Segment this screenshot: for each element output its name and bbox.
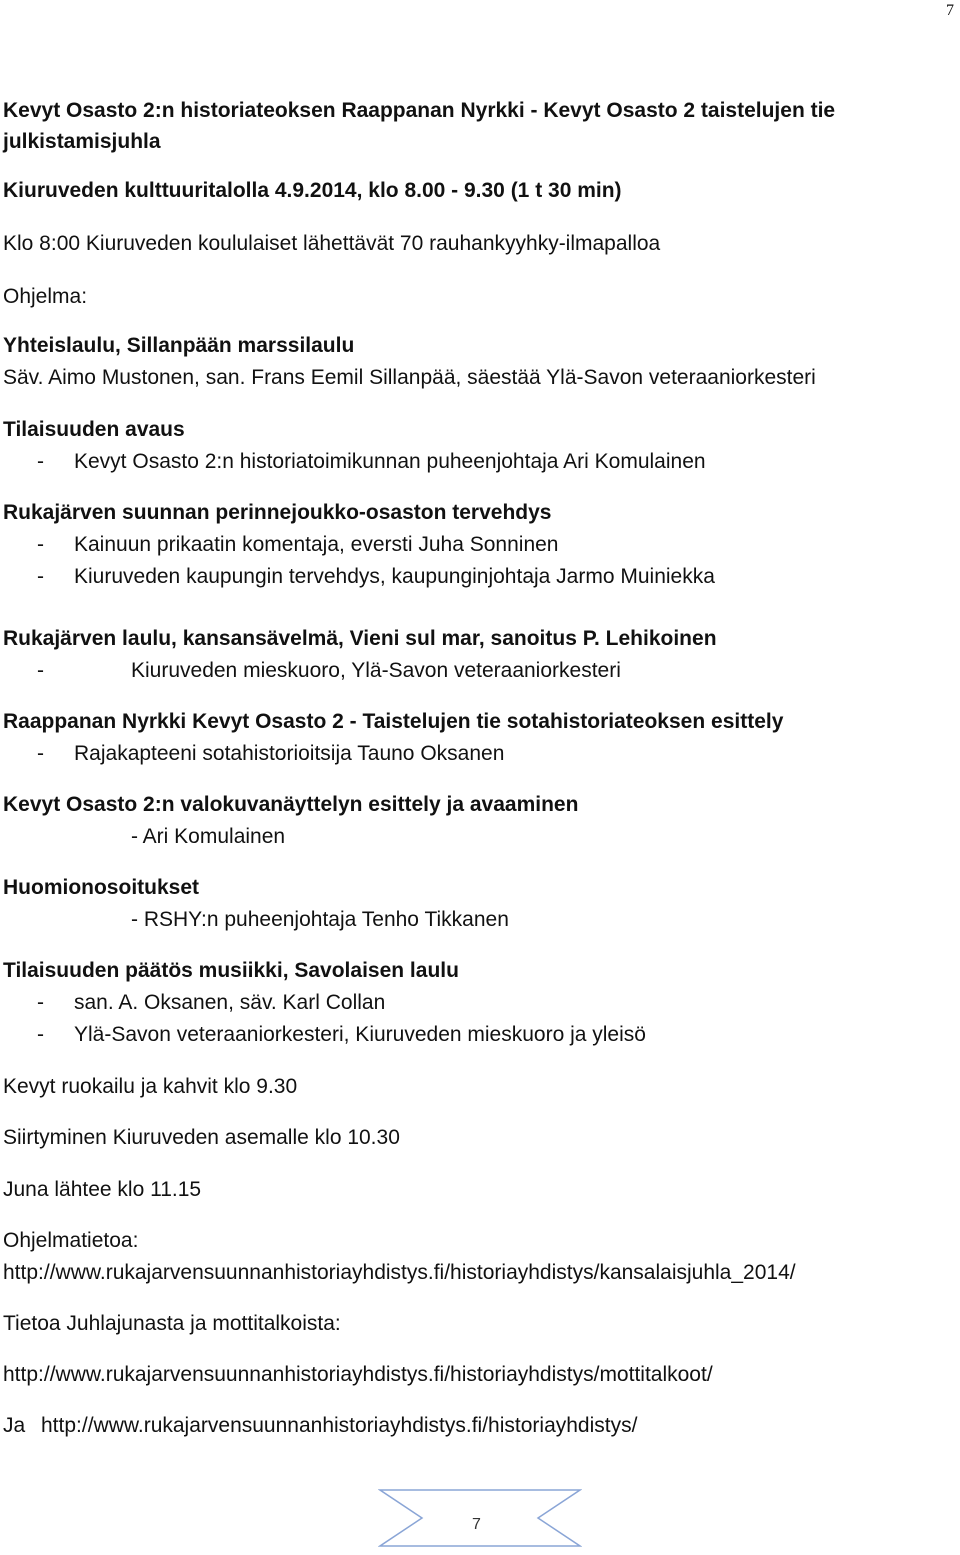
list-dash: - [37,991,44,1014]
page-number-top: 7 [946,2,954,19]
book-item: Rajakapteeni sotahistorioitsija Tauno Oksanen [74,742,505,765]
greeting-title: Rukajärven suunnan perinnejoukko-osaston tervehdys [3,501,552,524]
list-dash: - [37,742,44,765]
opening-title: Tilaisuuden avaus [3,418,185,441]
list-dash: - [37,450,44,473]
greeting-item-1: Kainuun prikaatin komentaja, eversti Juha Sonninen [74,533,559,556]
event-venue: Kiuruveden kulttuuritalolla 4.9.2014, klo 8.00 - 9.30 (1 t 30 min) [3,179,622,202]
closing-item-1: san. A. Oksanen, säv. Karl Collan [74,991,386,1014]
program-heading: Ohjelma: [3,285,88,308]
exhibition-item: - Ari Komulainen [131,825,286,848]
home-link[interactable]: http://www.rukajarvensuunnanhistoriayhdistys.fi/historiayhdistys/ [41,1414,638,1437]
program-info-label: Ohjelmatietoa: [3,1229,139,1252]
transfer-info: Siirtyminen Kiuruveden asemalle klo 10.30 [3,1126,400,1149]
page-number-footer: 7 [472,1516,481,1533]
singing-title: Yhteislaulu, Sillanpään marssilaulu [3,334,355,357]
document-title-line2: julkistamisjuhla [3,130,161,153]
train-info: Juna lähtee klo 11.15 [3,1178,202,1201]
singing-info: Säv. Aimo Mustonen, san. Frans Eemil Sillanpää, säestää Ylä-Savon veteraaniorkesteri [3,366,816,389]
closing-item-2: Ylä-Savon veteraaniorkesteri, Kiuruveden mieskuoro ja yleisö [74,1023,646,1046]
song-item: Kiuruveden mieskuoro, Ylä-Savon veteraaniorkesteri [131,659,621,682]
exhibition-title: Kevyt Osasto 2:n valokuvanäyttelyn esittely ja avaaminen [3,793,579,816]
list-dash: - [37,565,44,588]
closing-title: Tilaisuuden päätös musiikki, Savolaisen laulu [3,959,459,982]
train-info-label: Tietoa Juhlajunasta ja mottitalkoista: [3,1312,341,1335]
list-dash: - [37,533,44,556]
lunch-info: Kevyt ruokailu ja kahvit klo 9.30 [3,1075,298,1098]
list-dash: - [37,1023,44,1046]
greeting-item-2: Kiuruveden kaupungin tervehdys, kaupunginjohtaja Jarmo Muiniekka [74,565,715,588]
program-info-link[interactable]: http://www.rukajarvensuunnanhistoriayhdistys.fi/historiayhdistys/kansalaisjuhla_2014/ [3,1261,796,1284]
and-label: Ja [3,1414,26,1437]
honors-item: - RSHY:n puheenjohtaja Tenho Tikkanen [131,908,509,931]
balloon-release: Klo 8:00 Kiuruveden koululaiset lähettävät 70 rauhankyyhky-ilmapalloa [3,232,661,255]
list-dash: - [37,659,44,682]
opening-item: Kevyt Osasto 2:n historiatoimikunnan puheenjohtaja Ari Komulainen [74,450,706,473]
mottitalkoot-link[interactable]: http://www.rukajarvensuunnanhistoriayhdistys.fi/historiayhdistys/mottitalkoot/ [3,1363,713,1386]
book-title: Raappanan Nyrkki Kevyt Osasto 2 - Taistelujen tie sotahistoriateoksen esittely [3,710,784,733]
document-title-line1: Kevyt Osasto 2:n historiateoksen Raappanan Nyrkki - Kevyt Osasto 2 taistelujen tie [3,99,836,122]
honors-title: Huomionosoitukset [3,876,200,899]
song-title: Rukajärven laulu, kansansävelmä, Vieni sul mar, sanoitus P. Lehikoinen [3,627,717,650]
